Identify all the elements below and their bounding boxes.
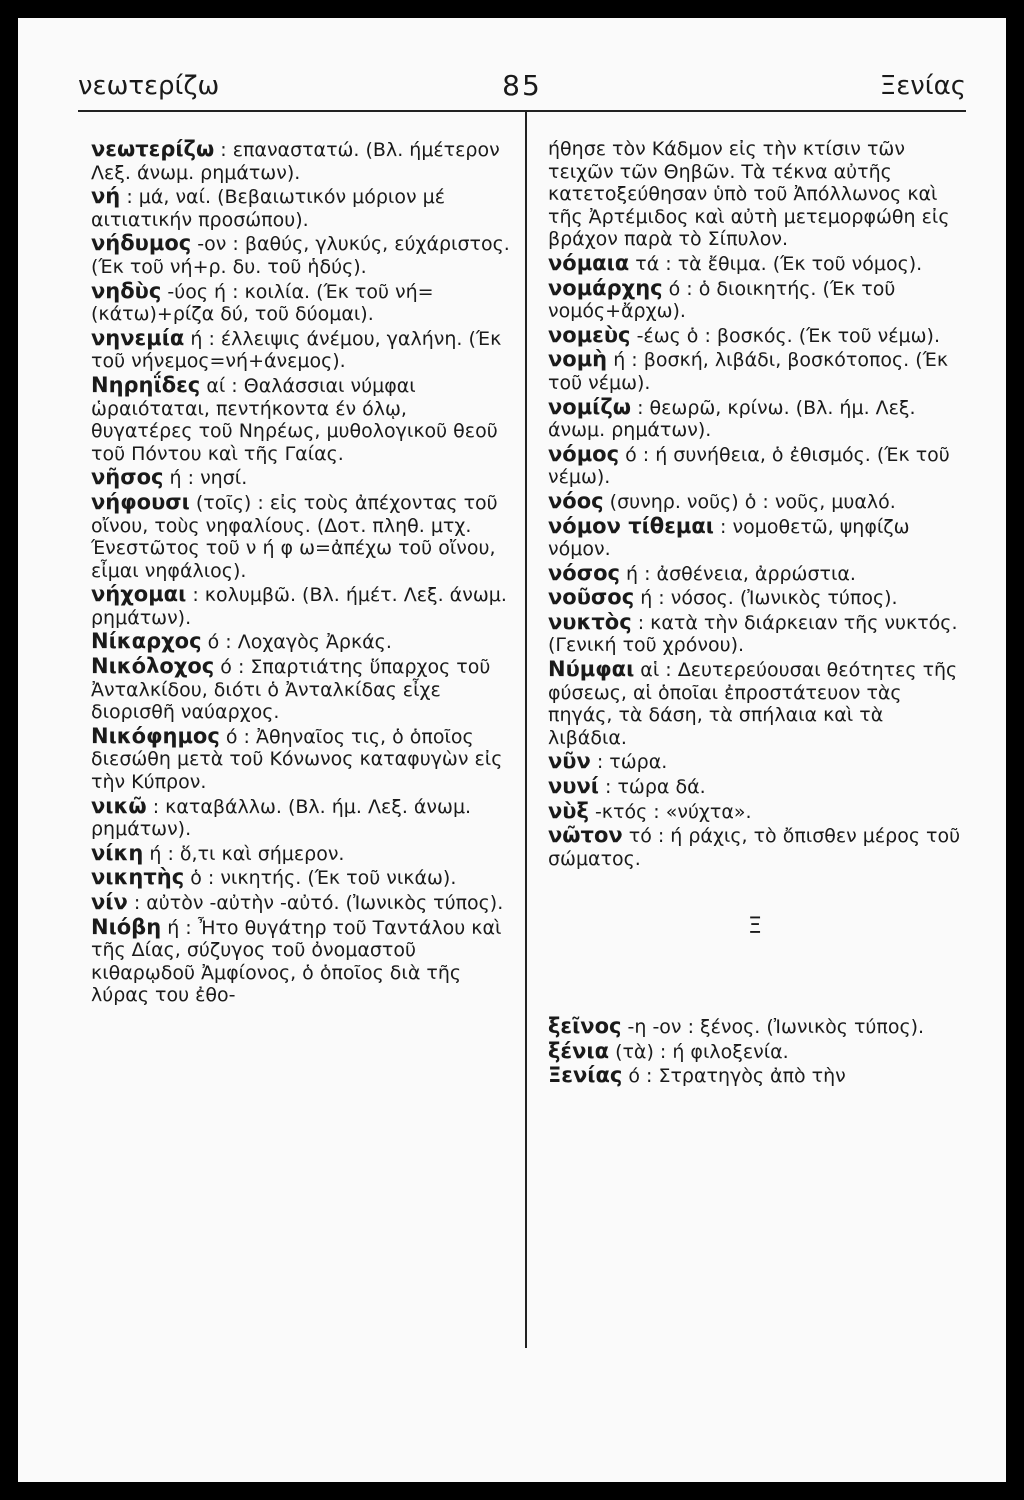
dictionary-entry: [91, 491, 511, 582]
dictionary-entry: [91, 327, 511, 373]
entry-headword: Νιόβη: [91, 914, 162, 939]
dictionary-entry: [548, 490, 962, 514]
entry-headword: νυκτὸς: [548, 609, 632, 634]
header-rule: [78, 110, 966, 112]
entry-definition: αί : Θαλάσσιαι νύμφαι ὡραιόταται, πεντήκοντα έν όλῳ, θυγατέρες τοῦ Νηρέως, μυθολογικοῦ θεοῦ τοῦ Πόντου καὶ τῆς Γαίας.: [91, 374, 498, 465]
entry-definition: ή : βοσκή, λιβάδι, βοσκότοπος. (Έκ τοῦ νέμω).: [548, 349, 949, 394]
entry-definition: ὁ : νικητής. (Έκ τοῦ νικάω).: [190, 867, 457, 890]
entry-headword: νίκη: [91, 840, 144, 865]
entry-definition: : κατὰ τὴν διάρκειαν τῆς νυκτός. (Γενική τοῦ χρόνου).: [548, 611, 958, 657]
right-column-entries: [548, 252, 962, 870]
dictionary-entry: [91, 630, 511, 654]
entry-definition: -ύος ή : κοιλία. (Έκ τοῦ νή= (κάτω)+ρίζα δύ, τοῦ δύομαι).: [91, 280, 434, 326]
dictionary-entry: [91, 795, 511, 841]
column-divider: [525, 112, 527, 1348]
entry-definition: : καταβάλλω. (Βλ. ήμ. Λεξ. άνωμ. ρημάτων).: [91, 795, 472, 841]
dictionary-entry: [548, 800, 962, 824]
dictionary-entry: [548, 396, 962, 442]
entry-definition: -η -ον : ξένος. (Ἰωνικὸς τύπος).: [627, 1016, 925, 1038]
entry-definition: ό : ή συνήθεια, ὁ ἐθισμός. (Έκ τοῦ νέμω).: [548, 443, 950, 489]
dictionary-entry: [548, 611, 962, 657]
entry-headword: νή: [91, 184, 121, 209]
entry-definition: ή : έλλειψις άνέμου, γαλήνη. (Έκ τοῦ νήνεμος=νή+άνεμος).: [91, 327, 502, 373]
entry-definition: τό : ή ράχις, τὸ ὄπισθεν μέρος τοῦ σώματος.: [548, 825, 961, 870]
entry-headword: νυνί: [548, 774, 599, 799]
dictionary-entry: [91, 916, 511, 1007]
entry-definition: ό : Λοχαγὸς Ἀρκάς.: [207, 631, 392, 654]
entry-headword: νόμος: [548, 441, 620, 466]
page-header: [78, 66, 966, 110]
entry-headword: νηδὺς: [91, 278, 162, 303]
entry-definition: ή : ἀσθένεια, ἀρρώστια.: [626, 562, 856, 585]
entry-definition: τά : τὰ ἔθιμα. (Έκ τοῦ νόμος).: [635, 252, 923, 275]
entry-headword: νήδυμος: [91, 231, 192, 256]
entry-definition: ή : ὅ,τι καὶ σήμερον.: [149, 842, 345, 865]
dictionary-entry: [91, 466, 511, 490]
dictionary-entry: [548, 348, 962, 394]
entry-definition: ό : ὁ διοικητής. (Έκ τοῦ νομός+ἄρχω).: [548, 277, 896, 323]
entry-definition: : νομοθετῶ, ψηφίζω νόμον.: [548, 515, 910, 561]
entry-headword: νομάρχης: [548, 275, 663, 300]
entry-headword: νῦν: [548, 749, 591, 774]
entry-headword: ξεῖνος: [548, 1014, 622, 1038]
dictionary-entry: [548, 586, 962, 610]
dictionary-entry: [548, 277, 962, 323]
entry-headword: νήφουσι: [91, 489, 190, 514]
dictionary-entry: [91, 725, 511, 794]
dictionary-entry: [91, 374, 511, 465]
entry-headword: νομεὺς: [548, 322, 631, 347]
entry-headword: νῆσος: [91, 465, 164, 490]
dictionary-entry: [548, 324, 962, 348]
dictionary-entry: [91, 138, 511, 184]
dictionary-entry: [548, 515, 962, 561]
entry-definition: ή : Ἦτο θυγάτηρ τοῦ Ταντάλου καὶ τῆς Δίας, σύζυγος τοῦ ὀνομαστοῦ κιθαρῳδοῦ Ἀμφίονος, ὁ ὁποῖος διὰ τῆς λύρας του ἐθο-: [91, 916, 502, 1007]
entry-headword: νίν: [91, 890, 128, 914]
dictionary-page: [18, 18, 1006, 1482]
dictionary-entry: [548, 562, 962, 586]
dictionary-entry: [548, 1015, 962, 1039]
left-column: [91, 138, 511, 1008]
entry-headword: νομὴ: [548, 347, 608, 372]
entry-headword: νόμαια: [548, 250, 630, 275]
right-column-entries-xi: [548, 1015, 962, 1088]
entry-definition: -ον : βαθύς, γλυκύς, εύχάριστος. (Έκ τοῦ νή+ρ. δυ. τοῦ ἡδύς).: [91, 233, 510, 278]
dictionary-entry: [91, 866, 511, 890]
header-first-word: νεωτερίζω: [78, 71, 220, 101]
entry-headword: Νίκαρχος: [91, 629, 202, 654]
dictionary-entry: [91, 185, 511, 231]
entry-headword: νόος: [548, 488, 604, 513]
entry-headword: νομίζω: [548, 394, 632, 419]
entry-headword: νικῶ: [91, 793, 147, 818]
dictionary-entry: [548, 750, 962, 774]
dictionary-entry: [548, 252, 962, 276]
entry-headword: Νικόφημος: [91, 723, 220, 748]
dictionary-entry: [548, 1040, 962, 1064]
dictionary-entry: [548, 1064, 962, 1088]
page-number: 85: [502, 69, 542, 102]
entry-headword: νοῦσος: [548, 585, 635, 610]
entry-headword: Ξενίας: [548, 1063, 623, 1088]
entry-definition: ή : νησί.: [169, 467, 248, 490]
entry-definition: : κολυμβῶ. (Βλ. ήμέτ. Λεξ. άνωμ. ρημάτων).: [91, 584, 507, 629]
entry-definition: (τοῖς) : εἰς τοὺς ἀπέχοντας τοῦ οἴνου, τοὺς νηφαλίους. (Δοτ. πληθ. μτχ. Ένεστῶτος τοῦ ν ή φ ω=ἀπέχω τοῦ οἴνου, εἶμαι νηφάλιος).: [91, 491, 498, 582]
dictionary-entry: [91, 280, 511, 326]
entry-headword: Νικόλοχος: [91, 654, 215, 679]
entry-definition: : θεωρῶ, κρίνω. (Βλ. ήμ. Λεξ. άνωμ. ρημάτων).: [548, 396, 916, 442]
dictionary-entry: [548, 824, 962, 870]
entry-definition: ό : Ἀθηναῖος τις, ὁ ὁποῖος διεσώθη μετὰ τοῦ Κόνωνος καταφυγὼν εἰς τὴν Κύπρον.: [91, 725, 503, 794]
entry-definition: : τώρα.: [596, 751, 668, 774]
entry-headword: νηνεμία: [91, 325, 185, 350]
entry-definition: ό : Σπαρτιάτης ὕπαρχος τοῦ Ἀνταλκίδου, διότι ὁ Ἀνταλκίδας εἶχε διορισθῆ ναύαρχος.: [91, 656, 491, 724]
right-column: [548, 138, 962, 1089]
entry-headword: νὺξ: [548, 798, 589, 823]
dictionary-entry: [548, 658, 962, 749]
entry-definition: ή : νόσος. (Ἰωνικὸς τύπος).: [640, 587, 898, 610]
dictionary-entry: [548, 443, 962, 489]
entry-headword: νόσος: [548, 560, 620, 585]
continued-entry: ήθησε τὸν Κάδμον εἰς τὴν κτίσιν τῶν τειχῶν τῶν Θηβῶν. Τὰ τέκνα αὐτῆς κατετοξεύθησαν ὑπὸ τοῦ Ἀπόλλωνος καὶ τῆς Ἀρτέμιδος καὶ αὐτὴ μετεμορφώθη εἰς βράχον παρὰ τὸ Σίπυλον.: [548, 138, 950, 251]
entry-definition: : αὐτὸν -αὐτὴν -αὐτό. (Ἰωνικὸς τύπος).: [133, 892, 504, 914]
entry-headword: νικητὴς: [91, 865, 185, 890]
dictionary-entry: [91, 583, 511, 629]
entry-headword: νεωτερίζω: [91, 137, 215, 161]
entry-definition: ό : Στρατηγὸς ἀπὸ τὴν: [628, 1065, 846, 1088]
entry-definition: : μά, ναί. (Βεβαιωτικόν μόριον μέ αιτιατικήν προσώπου).: [91, 186, 445, 231]
entry-headword: Νηρηΐδες: [91, 372, 201, 397]
dictionary-entry: [91, 891, 511, 915]
entry-headword: νῶτον: [548, 823, 623, 848]
dictionary-entry: [91, 842, 511, 866]
section-letter: Ξ: [748, 914, 762, 940]
entry-definition: αἱ : Δευτερεύουσαι θεότητες τῆς φύσεως, αἱ ὁποῖαι ἐπροστάτευον τὰς πηγάς, τὰ δάση, τὰ σπήλαια καὶ τὰ λιβάδια.: [548, 659, 958, 749]
entry-definition: : επαναστατώ. (Βλ. ήμέτερον Λεξ. άνωμ. ρημάτων).: [91, 139, 500, 184]
dictionary-entry: [91, 655, 511, 724]
entry-headword: ξένια: [548, 1038, 610, 1063]
entry-definition: (τὰ) : ή φιλοξενία.: [615, 1040, 789, 1063]
entry-headword: Νύμφαι: [548, 657, 635, 682]
entry-headword: νήχομαι: [91, 582, 187, 607]
header-last-word: Ξενίας: [879, 71, 966, 101]
entry-definition: (συνηρ. νοῦς) ὁ : νοῦς, μυαλό.: [609, 490, 896, 513]
entry-headword: νόμον τίθεμαι: [548, 513, 714, 538]
entry-definition: -έως ὁ : βοσκός. (Έκ τοῦ νέμω).: [636, 324, 940, 347]
dictionary-entry: [91, 232, 511, 278]
dictionary-entry: [548, 775, 962, 799]
entry-definition: -κτός : «νύχτα».: [594, 800, 752, 823]
entry-definition: : τώρα δά.: [605, 776, 706, 799]
